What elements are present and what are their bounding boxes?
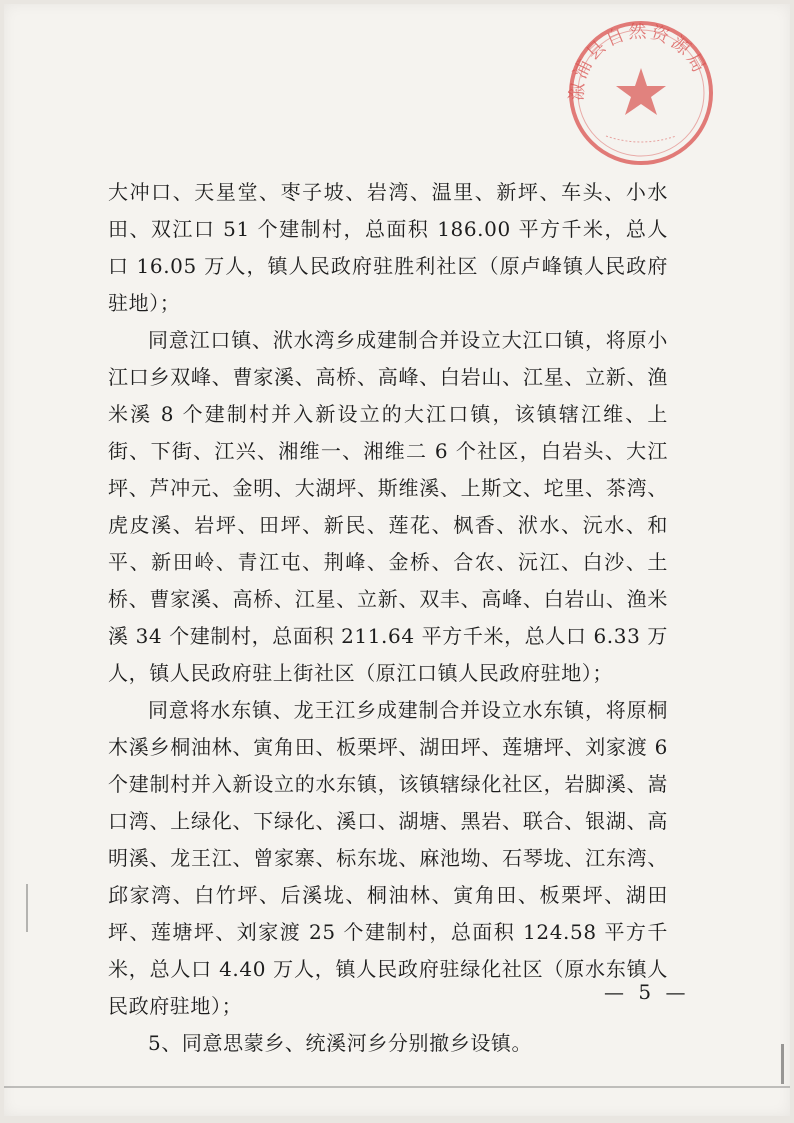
paragraph-1: 大冲口、天星堂、枣子坡、岩湾、温里、新坪、车头、小水田、双江口 51 个建制村，总面积 186.00 平方千米，总人口 16.05 万人，镇人民政府驻胜利社区（原卢峰镇人民政府驻地）； (108, 180, 668, 315)
paragraph-2: 同意江口镇、洑水湾乡成建制合并设立大江口镇，将原小江口乡双峰、曹家溪、高桥、高峰、白岩山、江星、立新、渔米溪 8 个建制村并入新设立的大江口镇，该镇辖江维、上街、下街、江兴、湘维一、湘维二 6 个社区，白岩头、大江坪、芦冲元、金明、大湖坪、斯维溪、上斯文、坨里、茶湾、虎皮溪、岩坪、田坪、新民、莲花、枫香、洑水、沅水、和平、新田岭、青江屯、荆峰、金桥、合农、沅江、白沙、土桥、曹家溪、高桥、江星、立新、双丰、高峰、白岩山、渔米溪 34 个建制村，总面积 211.64 平方千米，总人口 6.33 万人，镇人民政府驻上街社区（原江口镇人民政府驻地）； (108, 328, 668, 685)
scan-margin-mark (26, 884, 28, 932)
official-seal (564, 16, 718, 170)
page-number: — 5 — (604, 980, 690, 1004)
svg-text:溆浦县自然资源局: 溆浦县自然资源局 (566, 21, 711, 102)
document-page (4, 4, 790, 1116)
document-body (108, 174, 668, 1062)
paragraph-4: 5、同意思蒙乡、统溪河乡分别撤乡设镇。 (148, 1031, 533, 1055)
scan-bottom-edge (4, 1086, 790, 1088)
paragraph-3: 同意将水东镇、龙王江乡成建制合并设立水东镇，将原桐木溪乡桐油林、寅角田、板栗坪、湖田坪、莲塘坪、刘家渡 6 个建制村并入新设立的水东镇，该镇辖绿化社区，岩脚溪、嵩口湾、上绿化、下绿化、溪口、湖塘、黑岩、联合、银湖、高明溪、龙王江、曾家寨、标东垅、麻池坳、石琴垅、江东湾、邱家湾、白竹坪、后溪垅、桐油林、寅角田、板栗坪、湖田坪、莲塘坪、刘家渡 25 个建制村，总面积 124.58 平方千米，总人口 4.40 万人，镇人民政府驻绿化社区（原水东镇人民政府驻地）； (108, 698, 668, 1018)
scan-edge-mark (781, 1044, 784, 1084)
